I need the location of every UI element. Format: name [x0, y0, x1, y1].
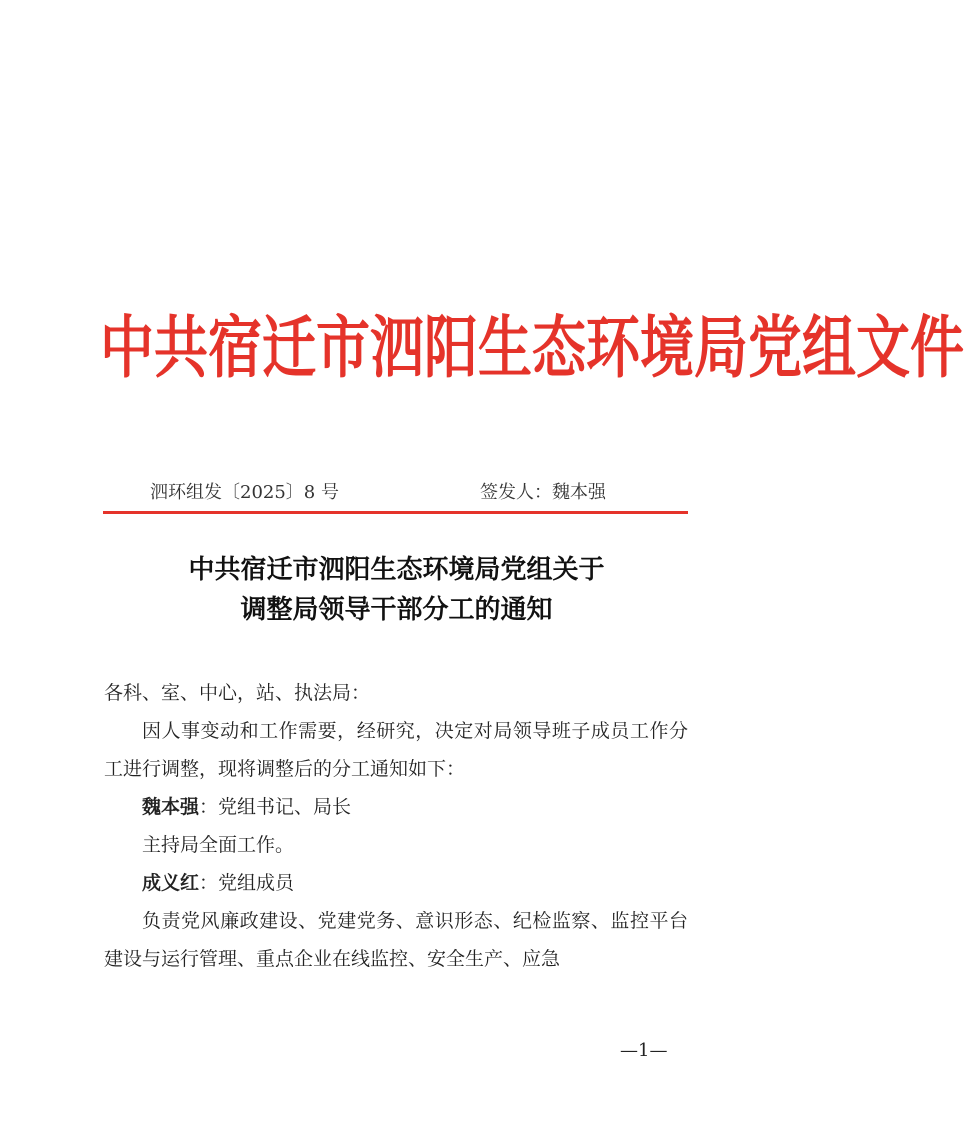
- notice-body: [104, 674, 688, 978]
- leader-heading: [104, 864, 688, 902]
- document-number: 泗环组发〔2025〕8 号: [150, 482, 339, 503]
- notice-title-line-2: 调整局领导干部分工的通知: [240, 595, 553, 625]
- document-number-row: [150, 476, 650, 510]
- red-divider-line: [103, 511, 688, 514]
- leader-role: ：党组书记、局长: [199, 796, 352, 818]
- signer: 签发人：魏本强: [480, 482, 606, 503]
- leader-duties: 主持局全面工作。: [142, 834, 295, 856]
- leader-name: 成义红: [142, 872, 200, 894]
- page-number: —1—: [620, 1040, 668, 1061]
- addressee: 各科、室、中心，站、执法局：: [104, 682, 371, 704]
- leader-name: 魏本强: [142, 796, 200, 818]
- intro-paragraph: 因人事变动和工作需要，经研究，决定对局领导班子成员工作分工进行调整，现将调整后的分工通知如下：: [104, 720, 688, 780]
- notice-title-line-1: 中共宿迁市泗阳生态环境局党组关于: [188, 555, 605, 585]
- leader-heading: [104, 788, 688, 826]
- notice-title: [100, 550, 693, 630]
- red-header-title: 中共宿迁市泗阳生态环境局党组文件: [100, 307, 964, 387]
- leader-role: ：党组成员: [199, 872, 295, 894]
- leader-duties: 负责党风廉政建设、党建党务、意识形态、纪检监察、监控平台建设与运行管理、重点企业在线监控、安全生产、应急: [104, 910, 688, 970]
